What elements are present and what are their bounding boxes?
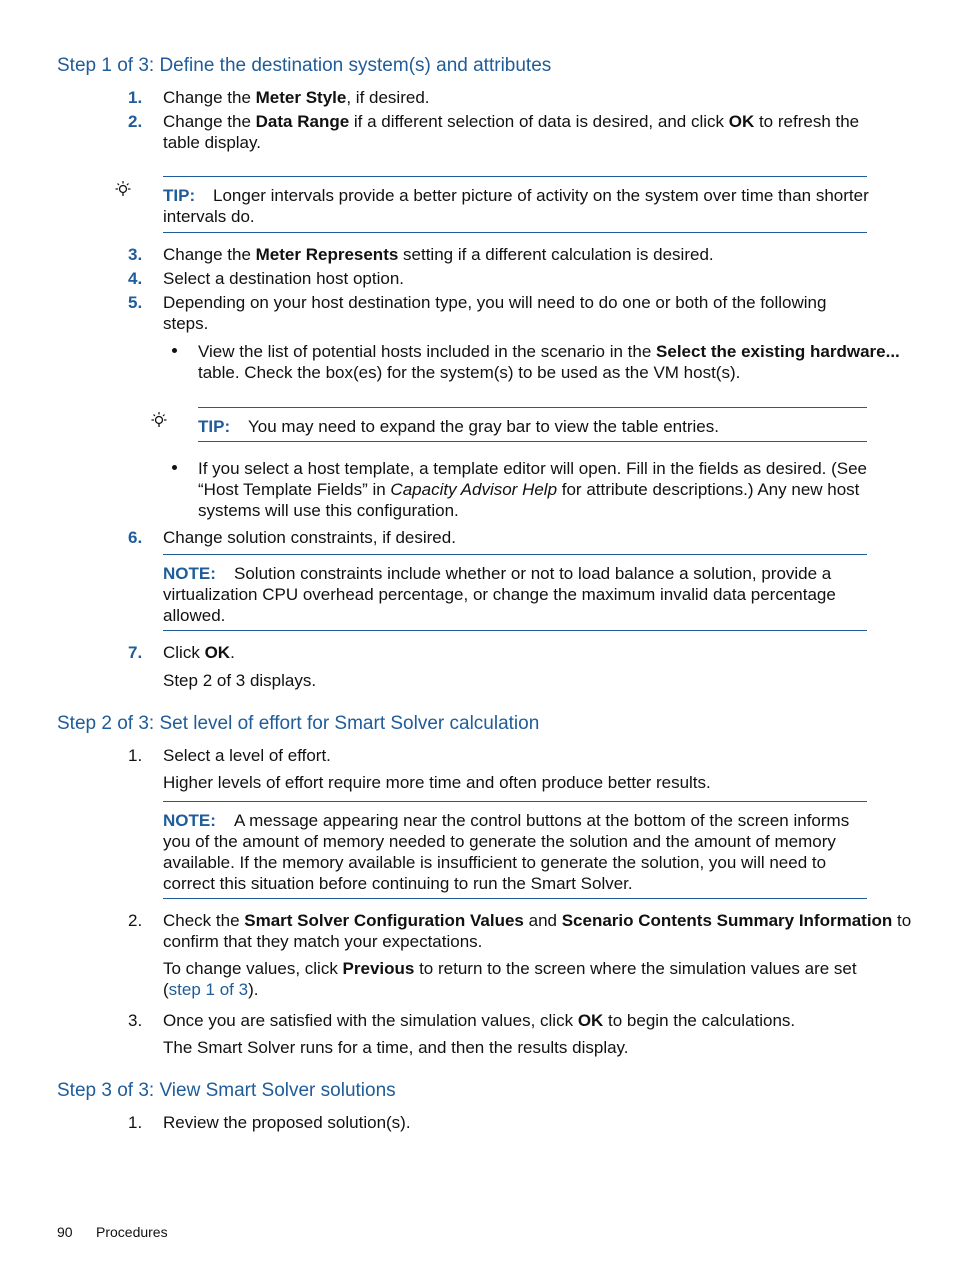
page-number: 90 bbox=[57, 1224, 73, 1240]
bullet1-line1: View the list of potential hosts included in the scenario in the Select the existing hardware... bbox=[198, 342, 900, 361]
bullet-dot bbox=[172, 465, 177, 470]
step1-item7-number: 7. bbox=[128, 643, 143, 662]
tip1-top-rule bbox=[163, 176, 867, 177]
bullet2-line3: systems will use this configuration. bbox=[198, 501, 459, 520]
step2-item2-number: 2. bbox=[128, 911, 143, 930]
step2-item3: Once you are satisfied with the simulation values, click OK to begin the calculations. bbox=[163, 1011, 796, 1030]
note2-bottom-rule bbox=[163, 898, 867, 899]
lightbulb-icon bbox=[150, 411, 168, 431]
note1-bottom-rule bbox=[163, 630, 867, 631]
note1-line3: allowed. bbox=[163, 606, 226, 625]
step1-item5-line2: steps. bbox=[163, 314, 209, 333]
bullet1-line2: table. Check the box(es) for the system(s) to be used as the VM host(s). bbox=[198, 363, 741, 382]
note1-top-rule bbox=[163, 554, 867, 555]
bullet2-line2: “Host Template Fields” in Capacity Advisor Help for attribute descriptions.) Any new host bbox=[198, 480, 860, 499]
step1-item5-line1: Depending on your host destination type, you will need to do one or both of the following bbox=[163, 293, 827, 312]
footer-section: Procedures bbox=[96, 1224, 168, 1240]
step1-item3-number: 3. bbox=[128, 245, 143, 264]
note1-line1: Solution constraints include whether or not to load balance a solution, provide a bbox=[234, 564, 832, 583]
step1-item6: Change solution constraints, if desired. bbox=[163, 528, 456, 547]
note1-line2: virtualization CPU overhead percentage, or change the maximum invalid data percentage bbox=[163, 585, 836, 604]
step1-item4-number: 4. bbox=[128, 269, 143, 288]
step1-item2: Change the Data Range if a different selection of data is desired, and click OK to refresh the bbox=[163, 112, 860, 131]
step2-item1-after: Higher levels of effort require more time and often produce better results. bbox=[163, 773, 711, 792]
step1-item7-after: Step 2 of 3 displays. bbox=[163, 671, 317, 690]
step2-item3-after: The Smart Solver runs for a time, and then the results display. bbox=[163, 1038, 629, 1057]
step1-item3: Change the Meter Represents setting if a different calculation is desired. bbox=[163, 245, 714, 264]
step1-item7: Click OK. bbox=[163, 643, 235, 662]
step1-item2-line2: table display. bbox=[163, 133, 261, 152]
tip2-text: You may need to expand the gray bar to view the table entries. bbox=[248, 417, 719, 436]
step1-heading: Step 1 of 3: Define the destination system(s) and attributes bbox=[57, 55, 552, 76]
step2-item3-number: 3. bbox=[128, 1011, 143, 1030]
tip1-label: TIP: bbox=[163, 186, 196, 205]
step3-item1: Review the proposed solution(s). bbox=[163, 1113, 411, 1132]
step1-link[interactable]: step 1 of 3 bbox=[168, 980, 249, 999]
step2-item2-para2: To change values, click Previous to return to the screen where the simulation values are set bbox=[163, 959, 857, 978]
step1-item1: Change the Meter Style, if desired. bbox=[163, 88, 430, 107]
tip1-bottom-rule bbox=[163, 232, 867, 233]
note1-label: NOTE: bbox=[163, 564, 216, 583]
tip2-label: TIP: bbox=[198, 417, 231, 436]
step2-item1: Select a level of effort. bbox=[163, 746, 331, 765]
step1-item5-number: 5. bbox=[128, 293, 143, 312]
note2-line3: available. If the memory available is insufficient to generate the solution, you will need to bbox=[163, 853, 827, 872]
tip2-top-rule bbox=[198, 407, 867, 408]
bullet-dot bbox=[172, 348, 177, 353]
tip2-bottom-rule bbox=[198, 441, 867, 442]
step1-item4: Select a destination host option. bbox=[163, 269, 404, 288]
note2-top-rule bbox=[163, 801, 867, 802]
note2-label: NOTE: bbox=[163, 811, 216, 830]
step2-item2: Check the Smart Solver Configuration Values and Scenario Contents Summary Information to bbox=[163, 911, 912, 930]
step1-item2-number: 2. bbox=[128, 112, 143, 131]
step2-item2-line2: confirm that they match your expectations. bbox=[163, 932, 483, 951]
note2-line4: correct this situation before continuing to run the Smart Solver. bbox=[163, 874, 633, 893]
bullet2-line1: If you select a host template, a template editor will open. Fill in the fields as desired. (See bbox=[198, 459, 868, 478]
note2-line2: you of the amount of memory needed to generate the solution and the amount of memory bbox=[163, 832, 836, 851]
step2-heading: Step 2 of 3: Set level of effort for Smart Solver calculation bbox=[57, 713, 540, 734]
step2-item2-para2-line2: (step 1 of 3). bbox=[163, 980, 259, 999]
lightbulb-icon bbox=[114, 180, 132, 200]
step1-item1-number: 1. bbox=[128, 88, 143, 107]
step3-item1-number: 1. bbox=[128, 1113, 143, 1132]
tip1-line1: Longer intervals provide a better picture of activity on the system over time than shorter bbox=[213, 186, 869, 205]
note2-line1: A message appearing near the control buttons at the bottom of the screen informs bbox=[234, 811, 850, 830]
step1-item6-number: 6. bbox=[128, 528, 143, 547]
tip1-line2: intervals do. bbox=[163, 207, 255, 226]
step2-item1-number: 1. bbox=[128, 746, 143, 765]
step3-heading: Step 3 of 3: View Smart Solver solutions bbox=[57, 1080, 396, 1101]
